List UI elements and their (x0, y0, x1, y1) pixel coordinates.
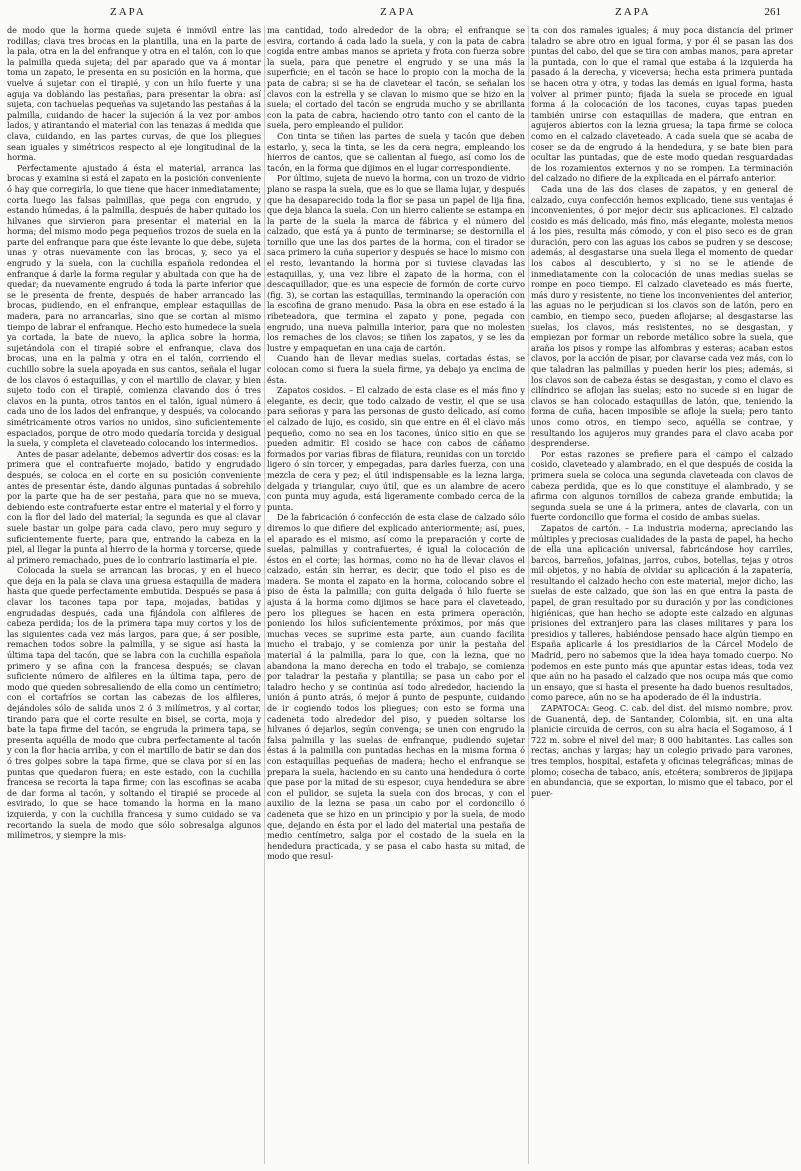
column-3 (531, 25, 793, 1165)
paragraph: Cuando han de llevar medias suelas, cortadas éstas, se colocan como si fuera la suela firme, ya debajo ya encima de ésta. (267, 353, 525, 385)
column-2 (267, 25, 525, 1165)
column-1 (7, 25, 261, 1165)
paragraph: ta con dos ramales iguales; á muy poca distancia del primer taladro se abre otro en igual forma, y por él se pasan las dos puntas del cabo, del que se tira con ambas manos, para apretar la puntada, con lo que el ramal que estaba á la izquierda ha pasado á la derecha, y viceversa; hecha esta primera puntada se hacen otra y otra, y todas las demás en igual forma, hasta volver al primer punto; fijada la suela se procede en igual forma á la colocación de los tacones, cuyas tapas pueden también unirse con estaquillas de madera, que entran en agujeros abiertos con la lezna gruesa; la tapa firme se coloca como en el calzado claveteado. A cada suela que se acaba de coser se da de engrudo á la hendedura, y se bate bien para ocultar las puntadas, que de este modo quedan resguardadas de los rozamientos externos y no se rompen. La terminación del calzado no difiere de la explicada en el párrafo anterior. (531, 25, 793, 184)
paragraph: ma cantidad, todo alrededor de la obra; el enfranque se esvira, cortando á cada lado la suela, y con la pata de cabra cogida entre ambas manos se aprieta y frota con fuerza sobre la suela, para que penetre el engrudo y se una más la superficie; en el tacón se hace lo propio con la mocha de la pata de cabra; si se ha de clavetear el tacón, se señalan los clavos con la estrella y se clavan lo mismo que se hizo en la suela; el cortado del tacón se engruda mucho y se abrillanta con la pata de cabra, haciendo otro tanto con el canto de la suela, pero empleando el pulidor. (267, 25, 525, 131)
text-columns (7, 25, 793, 1165)
paragraph: Con tinta se tiñen las partes de suela y tacón que deben estarlo, y, seca la tinta, se les da cera negra, empleando los hierros de cantos, que se calientan al fuego, así como los de tacón, en la forma que dijimos en el lugar correspondiente. (267, 130, 525, 173)
header-center-word: ZAPA (380, 6, 416, 18)
header-left-word: ZAPA (110, 6, 146, 18)
paragraph: Por estas razones se prefiere para el campo el calzado cosido, claveteado y alambrado, en el que después de cosida la primera suela se coloca una segunda claveteada con clavos de cabeza perdida, que es lo que constituye el alambrado, y se afirma con algunos tornillos de cabeza grande embutida; la segunda suela se une á la primera, antes de clavarla, con un fuerte cordoncillo que forma el cosido de ambas suelas. (531, 448, 793, 523)
entry-zapatoca: ZAPATOCA: Geog. C. cab. del dist. del mismo nombre, prov. de Guanentá, dep. de Santander, Colombia, sit. en una alta planicie circuida de cerros, con su alra hacia el Sogamoso, á 1 722 m. sobre el nivel del mar; 8 000 habitantes. Las calles son rectas, anchas y largas; hay un colegio privado para varones, tres templos, hospital, estafeta y oficinas telegráficas; minas de plomo; cosecha de tabaco, anís, etcétera; sombreros de jipijapa en abundancia, que se exportan, lo mismo que el tabaco, por el puer- (531, 703, 793, 798)
paragraph: Colocada la suela se arrancan las brocas, y en el hueco que deja en la pala se clava una gruesa estaquilla de madera hasta que quede perfectamente embutida. Después se pasa á clavar los tacones tapa por tapa, mojadas, batidas y engrudadas después, cada una fijándola con alfileres de cabeza perdida; los de la primera tapa muy cortos y los de las siguientes cada vez más largos, para que, á ser posible, remachen todos sobre la palmilla, y se sigue así hasta la última tapa del tacón, que se labra con la cuchilla española primero y se afina con la francesa después; se clavan suficiente número de alfileres en la última tapa, pero de modo que queden sobresaliendo de ella como un centímetro; con el cortafríos se cortan las cabezas de los alfileres, dejándoles sólo de salida unos 2 ó 3 milímetros, y al cortar, tirando para que el corte resulte en bisel, se corta, moja y bate la tapa firme del tacón, se engruda la primera tapa, se presenta aquélla de modo que cubra perfectamente al tacón y con la flor hacia arriba, y con el martillo de batir se dan dos ó tres golpes sobre la tapa firme, que se clava por sí en las puntas que quedaron fuera; en este estado, con la cuchilla francesa se recorta la tapa firme; con las escofinas se acaba de dar forma al tacón, y soltando el tirapié se procede al esvirado, lo que se hace tomando la horma en la mano izquierda, y con la cuchilla francesa y sumo cuidado se va recortando la suela de modo que sólo sobresalga algunos milímetros, y siempre la mis- (7, 565, 261, 841)
paragraph: de modo que la horma quede sujeta é inmóvil entre las rodillas; clava tres brocas en la plantilla, una en la parte de la pala, otra en la del enfranque y otra en el talón, con lo que la palmilla queda sujeta; del par aparado que va á montar toma un zapato, le presenta en su posición en la horma, que vuelve á sujetar con el tirapié, y con un hilo fuerte y una aguja va doblando las pestañas, para presentar la obra: así sujeta, con tachuelas pequeñas va sujetando las pestañas á la palmilla, cuidando de hacer la sujeción á la vez por ambos lados, y atirantando el material con las tenazas á medida que clava, cuidando, en las partes curvas, de que los pliegues sean iguales y simétricos respecto al eje longitudinal de la horma. (7, 25, 261, 163)
header-right-word: ZAPA (615, 6, 651, 18)
paragraph: Por último, sujeta de nuevo la horma, con un trozo de vidrio plano se raspa la suela, que es lo que se llama lujar, y después que ha desaparecido toda la flor se pasa un papel de lija fina, que deja blanca la suela. Con un hierro caliente se estampa en la parte de la suela la marca de fábrica y el número del calzado, que está ya á punto de terminarse; se destornilla el tornillo que une las dos partes de la horma, con el tirador se saca primero la cuña superior y después se hace lo mismo con el resto, levantando la horma por si tuviese clavadas las estaquillas, y, una vez libre el zapato de la horma, con el descaquillador, que es una especie de formón de corte curvo (fig. 3), se cortan las estaquillas, terminando la operación con la escofina de grano menudo. Pasa la obra en ese estado á la ribeteadora, que termina el zapato y pone, pegada con engrudo, una nueva palmilla interior, para que no molesten los remaches de los clavos; se tiñen los zapatos, y se les da lustre y empaquetan en una caja de cartón. (267, 173, 525, 353)
paragraph: Cada una de las dos clases de zapatos, y en general de calzado, cuya confección hemos explicado, tiene sus ventajas é inconvenientes, ó por mejor decir sus aplicaciones. El calzado cosido es más delicado, más fino, más elegante, molesta menos á los pies, resulta más cómodo, y con el piso seco es de gran duración, pero con las aguas los cabos se pudren y se descose; además, al desgastarse una suela llega el momento de quedar los cabos al descubierto, y si no se le atiende de inmediatamente con la colocación de unas medias suelas se rompe en poco tiempo. El calzado claveteado es más fuerte, más duro y resistente, no tiene los inconvenientes del anterior, las aguas no le perjudican si los clavos son de latón, pero en cambio, en tiempo seco, pueden aflojarse; al desgastarse las suelas, los clavos, más resistentes, no se desgastan, y empiezan por formar un reborde metálico sobre la suela, que araña los pisos y rompe las alfombras y esteras; acaban estos clavos, por la acción de pisar, por clavarse cada vez más, con lo que taladran las palmillas y pueden herir los pies; además, si los clavos son de cabeza éstas se desgastan, y como el clavo es cilíndrico se aflojan las suelas; esto no sucede si en lugar de clavos se han colocado estaquillas de latón, que, teniendo la forma de cuña, hacen imposible se afloje la suela; pero tanto unos como otros, en tiempo seco, aquélla se contrae, y resultando los agujeros muy grandes para el clavo acaba por desprenderse. (531, 183, 793, 449)
paragraph: Antes de pasar adelante, debemos advertir dos cosas: es la primera que el contrafuerte mojado, batido y engrudado después, se coloca en el corte en su posición conveniente antes de presentar éste, dando algunas puntadas á sobrehilo por la parte que ha de ser pestaña, para que no se mueva, debiendo este contrafuerte estar entre el material y el forro y con la flor del lado del material; la segunda es que al clavar suele bastar un golpe para cada clavo, pero muy seguro y suficientemente fuerte, para que, entrando la cabeza en la piel, al llegar la punta al hierro de la horma y torcerse, quede al primero remachado, pues de lo contrario lastimaría el pie. (7, 448, 261, 565)
paragraph-zapatos-cosidos: Zapatos cosidos. – El calzado de esta clase es el más fino y elegante, es decir, que todo calzado de vestir, el que se usa para señoras y para las personas de gusto delicado, así como el calzado de lujo, es cosido, sin que entre en él el clavo más pequeño, como no sea en los tacones, único sitio en que se pueden admitir. El cosido se hace con cabos de cáñamo formados por varias fibras de filatura, reunidas con un torcido ligero ó sin torcer, y empegadas, para darles fuerza, con una mezcla de cera y pez; el útil indispensable es la lezna larga, delgada y triangular, cuyo útil, que es un alambre de acero con punta muy aguda, está ligeramente combado cerca de la punta. (267, 385, 525, 512)
paragraph-zapatos-de-carton: Zapatos de cartón. – La industria moderna, apreciando las múltiples y preciosas cualidades de la pasta de papel, ha hecho de ella una aplicación universal, fabricándose hoy carriles, barcos, barreños, jofainas, jarros, cubos, botellas, tejas y otros mil objetos, y no había de olvidar su aplicación á la zapatería, resultando el calzado hecho con este material, mejor dicho, las suelas de este calzado, que son las en que entra la pasta de papel, de gran resultado por su duración y por las condiciones higiénicas, que han hecho se adopte este calzado en algunas prisiones del extranjero para las clases militares y para los presidios y talleres, habiéndose pensado hace algún tiempo en España aplicarle á los presidiarios de la Cárcel Modelo de Madrid, pero no sabemos que la idea haya tomado cuerpo. No podemos en este punto más que apuntar estas ideas, toda vez que aún no ha pasado el calzado que nos ocupa más que como un ensayo, que si hasta el presente ha dado buenos resultados, como parece, aún no se ha apoderado de él la industria. (531, 522, 793, 703)
paragraph: Perfectamente ajustado á ésta el material, arranca las brocas y examina si está el zapato en la posición conveniente ó hay que corregirla, lo que tiene que hacer inmediatamente; corta luego las falsas palmillas, que pega con engrudo, y estando húmedas, á la palmilla, después de haber quitado los hilvanes que sirvieron para presentar el material en la horma; del mismo modo pega pequeños trozos de suela en la parte del enfranque para que éste levante lo que debe, sujeta unas y otras nuevamente con las brocas, y, seco ya el engrudo y la suela, con la cuchilla española redondea el enfranque á darle la forma regular y abultada con que ha de quedar; da nuevamente engrudo á toda la parte inferior que se le presenta de frente, después de haber arrancado las brocas, pudiendo, en el enfranque, emplear estaquillas de madera, para no arrancarlas, sino que se cortan al mismo tiempo de labrar el enfranque. Hecho esto humedece la suela ya cortada, la bate de nuevo, la aplica sobre la horma, sujetándola con el tirapié sobre el enfranque, clava dos brocas, una en la palma y otra en el talón, corriendo el cuchillo sobre la suela apoyada en sus cantos, señala el lugar de los clavos ó estaquillas, y con el martillo de clavar, y bien sujeto todo con el tirapié, comienza clavando dos ó tres clavos en la punta, otros tantos en el talón, igual número á cada uno de los lados del enfranque, y después, va colocando simétricamente otros varios no unidos, sino suficientemente espaciados, porque de otro modo quedaría torcida y desigual la suela, y completa el claveteado colocando los intermedios. (7, 162, 261, 449)
running-header (20, 6, 781, 22)
paragraph: De la fabricación ó confección de esta clase de calzado sólo diremos lo que difiere del explicado anteriormente; así, pues, el aparado es el mismo, así como la preparación y corte de suelas, palmillas y contrafuertes, é igual la colocación de éstos en el corte; las hormas, como no ha de llevar clavos el calzado, están sin herrar, es decir, que todo el piso es de madera. Se monta el zapato en la horma, colocando sobre el piso de ésta la palmilla; con guita delgada ó hilo fuerte se ajusta á la horma como dijimos se hace para el claveteado, pero los pliegues se hacen en esta primera operación, poniendo los hilos suficientemente próximos, por más que muchas veces se suprime esta parte, aun cuando facilita mucho el trabajo, y se comienza por unir la pestaña del material á la palmilla, para lo que, con la lezna, que no abandona la mano derecha en todo el trabajo, se comienza por taladrar la pestaña y plantilla; se pasa un cabo por el taladro hecho y se continúa así todo alrededor, haciendo la unión á punto atrás, ó mejor á punto de pespunte, cuidando de ir cogiendo todos los pliegues; con esto se forma una cadeneta todo alrededor del piso, y pueden soltarse los hilvanes ó dejarlos, según convenga; se unen con engrudo la falsa palmilla y las suelas de enfranque, pudiendo sujetar éstas á la palmilla con puntadas hechas en la misma forma ó con estaquillas pequeñas de madera; hecho el enfranque se prepara la suela, haciendo en su canto una hendedura ó corte que pase por la mitad de su espesor, cuya hendedura se abre con el pulidor, se sujeta la suela con dos brocas, y con el auxilio de la lezna se pasa un cabo por el cordoncillo ó cadeneta que se hizo en un principio y por la suela, de modo que, dejando en ésta por el lado del material una pestaña de medio centímetro, salga por el costado de la suela en la hendedura practicada, y se pasa el cabo hasta su mitad, de modo que resul- (267, 512, 525, 862)
page-number: 261 (764, 6, 781, 18)
